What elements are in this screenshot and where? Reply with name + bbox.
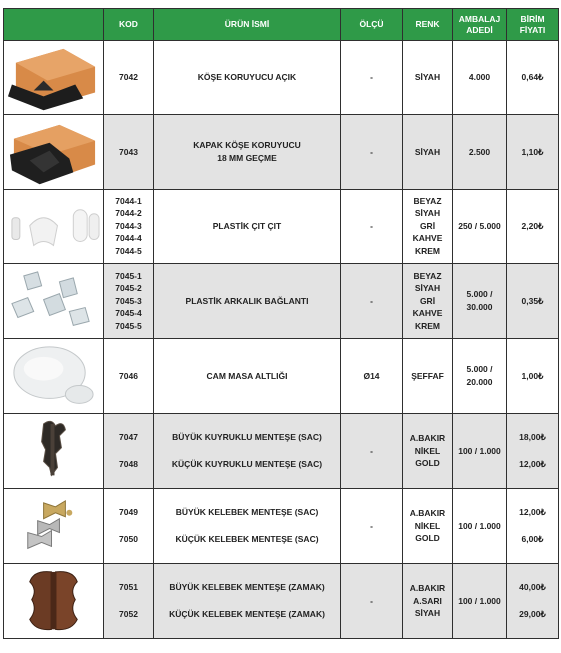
unit-price: 1,00₺ [507,338,559,413]
product-code: 7047 7048 [104,413,154,488]
header-unit-price: BİRİM FİYATI [507,9,559,41]
corner-protector-open-icon [4,41,103,114]
product-name: PLASTİK ARKALIK BAĞLANTI [154,263,341,338]
product-color: A.BAKIR A.SARI SİYAH [403,563,453,638]
product-image [4,115,104,189]
product-size: - [341,263,403,338]
table-row [4,41,559,115]
product-size: - [341,41,403,115]
plastic-clip-icon [4,190,103,263]
product-size: - [341,189,403,263]
product-code: 7051 7052 [104,563,154,638]
butterfly-hinge-zamak-icon [4,564,103,637]
header-product-name: ÜRÜN İSMİ [154,9,341,41]
product-color: A.BAKIR NİKEL GOLD [403,488,453,563]
table-row [4,413,559,488]
product-name: BÜYÜK KUYRUKLU MENTEŞE (SAC) KÜÇÜK KUYRUKLU MENTEŞE (SAC) [154,413,341,488]
package-count: 100 / 1.000 [453,488,507,563]
unit-price: 2,20₺ [507,189,559,263]
header-code: KOD [104,9,154,41]
product-code: 7046 [104,338,154,413]
unit-price: 1,10₺ [507,115,559,189]
product-color: SİYAH [403,41,453,115]
product-code: 7044-1 7044-2 7044-3 7044-4 7044-5 [104,189,154,263]
table-row [4,189,559,263]
product-color: BEYAZ SİYAH GRİ KAHVE KREM [403,263,453,338]
table-row [4,338,559,413]
header-size: ÖLÇÜ [341,9,403,41]
unit-price: 40,00₺ 29,00₺ [507,563,559,638]
product-code: 7045-1 7045-2 7045-3 7045-4 7045-5 [104,263,154,338]
package-count: 100 / 1.000 [453,413,507,488]
unit-price: 0,64₺ [507,41,559,115]
product-name: PLASTİK ÇIT ÇIT [154,189,341,263]
product-code: 7042 [104,41,154,115]
plastic-back-connector-icon [4,264,103,337]
product-code: 7049 7050 [104,488,154,563]
product-color: BEYAZ SİYAH GRİ KAHVE KREM [403,189,453,263]
product-image [4,563,104,638]
product-size: - [341,563,403,638]
table-header-row [4,9,559,41]
header-color: RENK [403,9,453,41]
product-size: - [341,413,403,488]
table-row [4,263,559,338]
product-size: - [341,115,403,189]
product-color: A.BAKIR NİKEL GOLD [403,413,453,488]
table-row [4,115,559,189]
cover-corner-protector-icon [4,115,103,188]
product-code: 7043 [104,115,154,189]
table-row [4,563,559,638]
package-count: 5.000 / 30.000 [453,263,507,338]
header-image [4,9,104,41]
glass-table-pad-icon [4,339,103,412]
product-color: ŞEFFAF [403,338,453,413]
header-package-count: AMBALAJ ADEDİ [453,9,507,41]
product-size: Ø14 [341,338,403,413]
product-image [4,338,104,413]
product-name: KÖŞE KORUYUCU AÇIK [154,41,341,115]
product-image [4,413,104,488]
product-image [4,41,104,115]
product-price-table [3,8,559,639]
unit-price: 0,35₺ [507,263,559,338]
table-row [4,488,559,563]
package-count: 2.500 [453,115,507,189]
product-name: BÜYÜK KELEBEK MENTEŞE (ZAMAK) KÜÇÜK KELEBEK MENTEŞE (ZAMAK) [154,563,341,638]
product-name: CAM MASA ALTLIĞI [154,338,341,413]
package-count: 4.000 [453,41,507,115]
product-image [4,263,104,338]
unit-price: 18,00₺ 12,00₺ [507,413,559,488]
tail-hinge-icon [4,414,103,487]
butterfly-hinge-sheet-icon [4,489,103,562]
product-image [4,488,104,563]
product-name: BÜYÜK KELEBEK MENTEŞE (SAC) KÜÇÜK KELEBEK MENTEŞE (SAC) [154,488,341,563]
product-size: - [341,488,403,563]
package-count: 100 / 1.000 [453,563,507,638]
product-color: SİYAH [403,115,453,189]
product-image [4,189,104,263]
product-name: KAPAK KÖŞE KORUYUCU 18 MM GEÇME [154,115,341,189]
package-count: 5.000 / 20.000 [453,338,507,413]
unit-price: 12,00₺ 6,00₺ [507,488,559,563]
package-count: 250 / 5.000 [453,189,507,263]
